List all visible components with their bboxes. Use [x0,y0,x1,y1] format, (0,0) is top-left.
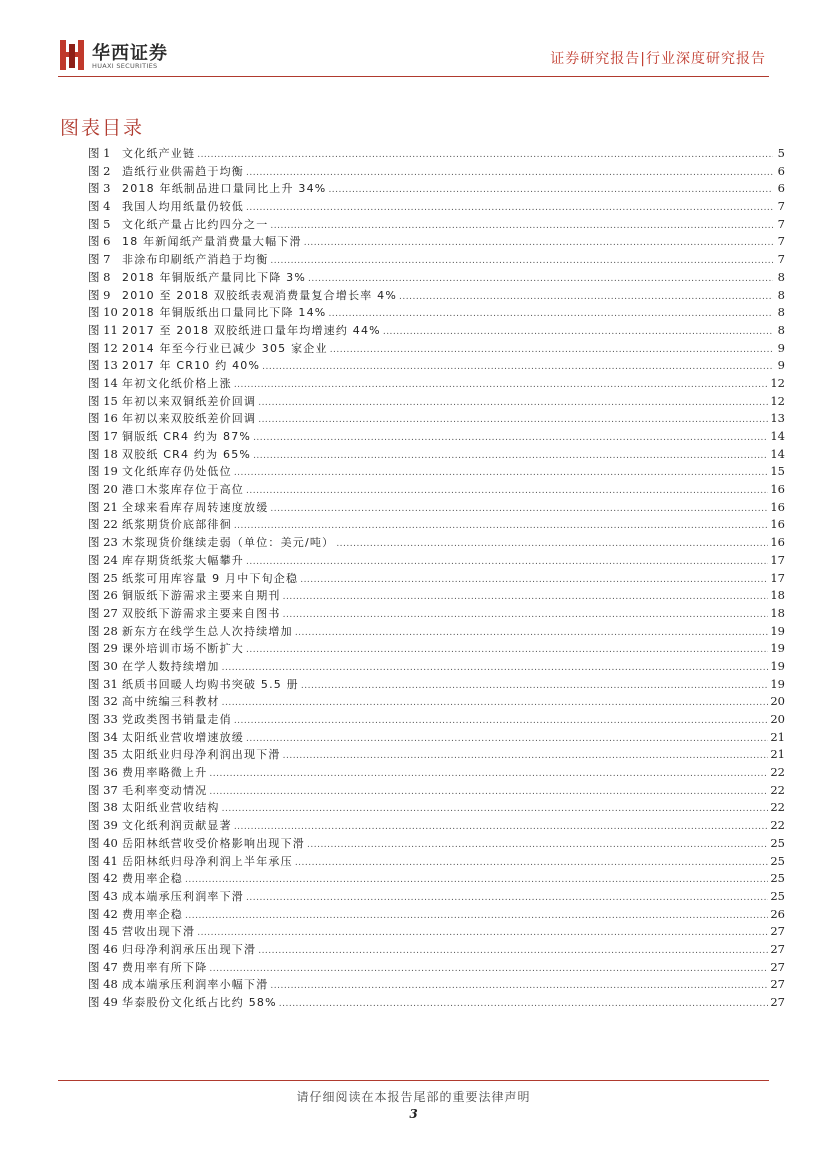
footer-divider [58,1080,769,1081]
toc-entry-label: 图 39 [88,818,118,833]
toc-entry-title: 文化纸利润贡献显著 [122,819,232,833]
toc-entry-label: 图 30 [88,658,118,673]
toc-entry-title: 非涂布印刷纸产消趋于均衡 [122,253,269,267]
toc-entry[interactable] [88,269,785,287]
toc-entry[interactable] [88,410,785,428]
toc-entry-title: 库存期货纸浆大幅攀升 [122,553,244,567]
toc-entry-title: 2017 至 2018 双胶纸进口量年均增速约 44% [122,323,381,337]
toc-entry[interactable] [88,888,785,906]
toc-entry-label: 图 11 [88,322,118,337]
toc-entry-page: 22 [770,782,785,797]
toc-entry-title: 课外培训市场不断扩大 [122,642,244,656]
toc-entry-title: 木浆现货价继续走弱（单位：美元/吨） [122,536,335,550]
toc-entry-title: 纸浆期货价底部徘徊 [122,518,232,532]
logo-english-name: HUAXI SECURITIES [92,62,158,70]
toc-entry-page: 22 [770,765,785,780]
toc-entry-title: 铜版纸下游需求主要来自期刊 [122,589,281,603]
toc-entry[interactable] [88,587,785,605]
toc-entry[interactable] [88,198,785,216]
toc-entry-title: 太阳纸业营收结构 [122,801,220,815]
toc-entry[interactable] [88,711,785,729]
toc-entry[interactable] [88,304,785,322]
toc-entry-label: 图 34 [88,729,118,744]
toc-entry-page: 12 [770,375,785,390]
toc-entry-page: 18 [770,605,785,620]
toc-entry-page: 27 [770,995,785,1009]
toc-entry[interactable] [88,357,785,375]
toc-entry-label: 图 3 [88,181,111,196]
toc-entry-label: 图 20 [88,482,118,497]
toc-entry-page: 21 [770,747,785,762]
toc-entry[interactable] [88,835,785,853]
toc-entry-page: 16 [770,517,785,532]
toc-entry-page: 8 [777,322,785,337]
toc-entry-label: 图 15 [88,393,118,408]
toc-entry-label: 图 13 [88,358,118,373]
toc-entry-label: 图 40 [88,835,118,850]
toc-entry-label: 图 2 [88,163,111,178]
toc-entry[interactable] [88,623,785,641]
toc-entry[interactable] [88,870,785,888]
toc-entry-label: 图 7 [88,252,111,267]
toc-entry-page: 12 [770,393,785,408]
toc-entry[interactable] [88,676,785,694]
toc-entry-title: 18 年新闻纸产量消费量大幅下滑 [122,235,302,249]
toc-entry[interactable] [88,853,785,871]
toc-entry-page: 17 [770,570,785,585]
toc-entry-label: 图 23 [88,535,118,550]
toc-entry[interactable] [88,516,785,534]
toc-entry[interactable] [88,428,785,446]
toc-entry[interactable] [88,163,785,181]
toc-entry[interactable] [88,499,785,517]
toc-entry[interactable] [88,446,785,464]
toc-entry-title: 年初文化纸价格上涨 [122,376,232,390]
toc-entry-page: 27 [770,924,785,939]
toc-entry[interactable] [88,746,785,764]
toc-entry-title: 铜版纸 CR4 约为 87% [122,430,252,443]
toc-entry-label: 图 25 [88,570,118,585]
toc-entry-label: 图 22 [88,517,118,532]
toc-entry-title: 双胶纸下游需求主要来自图书 [122,606,281,620]
toc-entry-page: 8 [777,305,785,320]
toc-entry[interactable] [88,481,785,499]
company-logo [58,38,208,72]
toc-entry[interactable] [88,817,785,835]
toc-entry-label: 图 37 [88,782,118,797]
toc-entry[interactable] [88,180,785,198]
toc-entry-page: 14 [770,446,785,461]
toc-entry[interactable] [88,923,785,941]
toc-entry-label: 图 4 [88,199,111,214]
toc-entry-title: 2018 年纸制品进口量同比上升 34% [122,182,327,196]
toc-entry[interactable] [88,941,785,959]
toc-entry-label: 图 36 [88,765,118,780]
toc-entry-title: 造纸行业供需趋于均衡 [122,164,244,178]
toc-entry-label: 图 33 [88,712,118,726]
toc-entry-page: 19 [770,676,785,691]
toc-entry[interactable] [88,994,785,1012]
toc-entry-page: 13 [770,411,785,426]
toc-entry-title: 营收出现下滑 [122,925,196,939]
figure-table-of-contents [88,145,785,1012]
toc-entry-page: 15 [770,464,785,479]
toc-entry-label: 图 6 [88,234,111,249]
toc-entry[interactable] [88,976,785,994]
toc-entry-page: 25 [770,835,785,850]
huaxi-logo-icon [58,38,86,72]
toc-entry-title: 纸质书回暖人均购书突破 5.5 册 [122,677,299,691]
legal-disclaimer: 请仔细阅读在本报告尾部的重要法律声明 [296,1090,531,1104]
toc-entry-title: 双胶纸 CR4 约为 65% [122,447,252,461]
toc-entry-page: 8 [777,269,785,284]
toc-entry-title: 毛利率变动情况 [122,783,208,797]
toc-entry-page: 18 [770,588,785,603]
toc-entry-label: 图 19 [88,464,118,479]
toc-entry-page: 25 [770,871,785,886]
toc-entry-label: 图 38 [88,800,118,815]
toc-entry-page: 8 [777,287,785,302]
toc-entry-page: 7 [777,199,785,214]
toc-entry-page: 16 [770,499,785,514]
toc-entry-label: 图 48 [88,977,118,992]
toc-entry[interactable] [88,251,785,269]
toc-entry-page: 6 [777,163,785,178]
toc-entry-title: 纸浆可用库容量 9 月中下旬企稳 [122,571,299,585]
toc-entry-label: 图 21 [88,499,118,514]
toc-entry-title: 费用率略微上升 [122,766,208,780]
toc-entry-title: 太阳纸业营收增速放缓 [122,730,244,744]
toc-entry[interactable] [88,693,785,711]
toc-entry[interactable] [88,906,785,924]
toc-entry-label: 图 42 [88,906,118,921]
toc-entry-title: 成本端承压利润率下滑 [122,889,244,903]
toc-entry-title: 我国人均用纸量仍较低 [122,200,244,214]
toc-entry-page: 17 [770,552,785,567]
toc-entry[interactable] [88,764,785,782]
toc-entry-page: 5 [777,146,785,160]
toc-entry-title: 年初以来双胶纸差价回调 [122,412,257,426]
toc-entry-label: 图 32 [88,694,118,709]
toc-dot-leader [279,994,769,1014]
toc-entry-label: 图 17 [88,429,118,443]
toc-entry-title: 归母净利润承压出现下滑 [122,942,257,956]
toc-entry-label: 图 28 [88,623,118,638]
toc-entry-title: 费用率企稳 [122,872,183,886]
toc-entry-page: 25 [770,888,785,903]
toc-entry-page: 27 [770,941,785,956]
toc-entry-label: 图 10 [88,305,118,320]
toc-entry-label: 图 43 [88,888,118,903]
toc-entry[interactable] [88,287,785,305]
toc-entry-label: 图 45 [88,924,118,939]
toc-entry-label: 图 46 [88,941,118,956]
toc-entry[interactable] [88,959,785,977]
toc-entry[interactable] [88,552,785,570]
toc-entry-label: 图 29 [88,641,118,656]
toc-entry-title: 2014 年至今行业已减少 305 家企业 [122,341,328,355]
toc-entry[interactable] [88,233,785,251]
toc-entry-label: 图 49 [88,995,118,1009]
toc-entry-title: 费用率有所下降 [122,960,208,974]
toc-entry-label: 图 14 [88,375,118,390]
toc-entry-page: 20 [770,694,785,709]
toc-entry-label: 图 26 [88,588,118,603]
toc-entry[interactable] [88,782,785,800]
toc-entry-page: 16 [770,535,785,550]
toc-entry-page: 21 [770,729,785,744]
toc-entry-label: 图 47 [88,959,118,974]
toc-entry-label: 图 1 [88,146,111,160]
toc-entry-page: 26 [770,906,785,921]
toc-entry-label: 图 27 [88,605,118,620]
toc-entry-title: 港口木浆库存位于高位 [122,483,244,497]
toc-entry-title: 2017 年 CR10 约 40% [122,359,261,373]
toc-entry-label: 图 42 [88,871,118,886]
toc-entry-page: 25 [770,853,785,868]
toc-entry[interactable] [88,393,785,411]
toc-entry[interactable] [88,729,785,747]
toc-entry[interactable] [88,145,785,163]
toc-entry-label: 图 16 [88,411,118,426]
toc-entry-page: 20 [770,712,785,726]
toc-entry-page: 22 [770,800,785,815]
toc-entry[interactable] [88,463,785,481]
toc-entry-page: 19 [770,658,785,673]
toc-entry-title: 全球来看库存周转速度放缓 [122,500,269,514]
toc-entry-label: 图 8 [88,269,111,284]
toc-entry-title: 2018 年铜版纸出口量同比下降 14% [122,306,327,320]
toc-entry[interactable] [88,375,785,393]
toc-entry-page: 27 [770,977,785,992]
report-type-label: 证券研究报告|行业深度研究报告 [550,51,766,67]
toc-entry-title: 文化纸库存仍处低位 [122,465,232,479]
toc-entry[interactable] [88,216,785,234]
toc-entry-title: 党政类图书销量走俏 [122,713,232,726]
toc-entry-title: 岳阳林纸营收受价格影响出现下滑 [122,836,305,850]
toc-entry[interactable] [88,658,785,676]
toc-entry-label: 图 24 [88,552,118,567]
toc-entry-title: 太阳纸业归母净利润出现下滑 [122,748,281,762]
toc-entry[interactable] [88,640,785,658]
toc-entry[interactable] [88,322,785,340]
toc-title: 图表目录 [60,117,145,139]
toc-entry-page: 6 [777,181,785,196]
toc-entry[interactable] [88,340,785,358]
toc-entry-label: 图 12 [88,340,118,355]
toc-entry-page: 22 [770,818,785,833]
toc-entry-title: 新东方在线学生总人次持续增加 [122,624,293,638]
toc-entry[interactable] [88,570,785,588]
toc-entry-page: 27 [770,959,785,974]
toc-entry-page: 16 [770,482,785,497]
toc-entry-label: 图 35 [88,747,118,762]
toc-entry-label: 图 41 [88,853,118,868]
page-header [0,0,827,80]
toc-entry-title: 文化纸产量占比约四分之一 [122,217,269,231]
logo-chinese-name: 华西证券 [92,43,168,64]
toc-entry-label: 图 31 [88,676,118,691]
page-number: 3 [409,1107,418,1121]
toc-entry[interactable] [88,534,785,552]
toc-entry-page: 19 [770,641,785,656]
toc-entry-label: 图 5 [88,216,111,231]
toc-entry-page: 14 [770,429,785,443]
toc-entry-title: 费用率企稳 [122,907,183,921]
toc-entry-page: 19 [770,623,785,638]
toc-entry-title: 年初以来双铜纸差价回调 [122,394,257,408]
toc-entry-label: 图 18 [88,446,118,461]
toc-entry-title: 文化纸产业链 [122,147,196,160]
toc-entry-page: 9 [777,340,785,355]
header-divider [58,76,769,77]
toc-entry-page: 7 [777,252,785,267]
toc-entry-title: 华泰股份文化纸占比约 58% [122,996,277,1009]
toc-entry-page: 7 [777,216,785,231]
toc-entry-title: 岳阳林纸归母净利润上半年承压 [122,854,293,868]
toc-entry-title: 高中统编三科教材 [122,695,220,709]
toc-entry-title: 在学人数持续增加 [122,659,220,673]
toc-entry[interactable] [88,605,785,623]
toc-entry-title: 成本端承压利润率小幅下滑 [122,978,269,992]
toc-entry-page: 7 [777,234,785,249]
toc-entry-title: 2018 年铜版纸产量同比下降 3% [122,270,307,284]
toc-entry-label: 图 9 [88,287,111,302]
toc-entry-page: 9 [777,358,785,373]
toc-entry-title: 2010 至 2018 双胶纸表观消费量复合增长率 4% [122,288,398,302]
toc-entry[interactable] [88,799,785,817]
